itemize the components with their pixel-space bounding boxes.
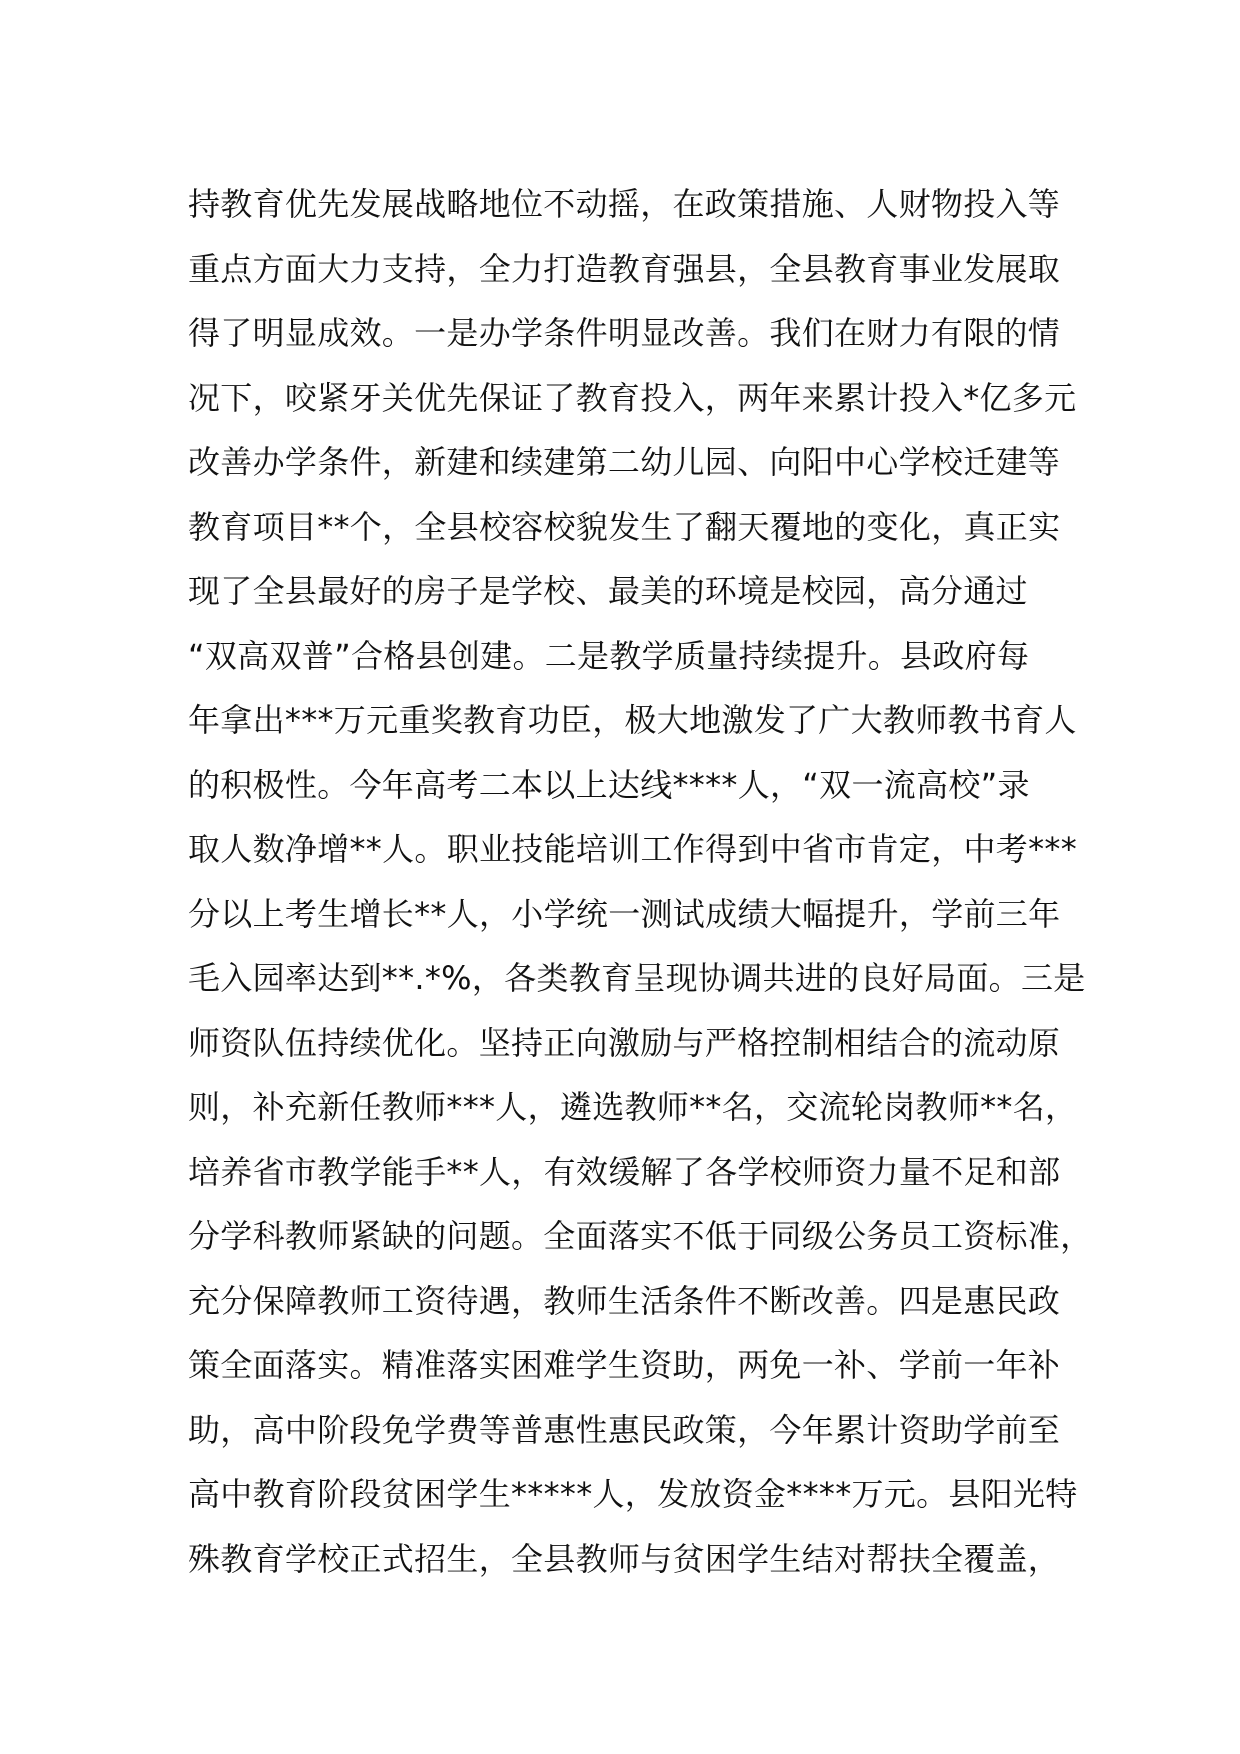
- text-line: “双高双普”合格县创建。二是教学质量持续提升。县政府每: [188, 636, 1030, 675]
- text-line: 高中教育阶段贫困学生*****人，发放资金****万元。县阳光特: [188, 1475, 1078, 1513]
- body-paragraph: [188, 172, 1093, 1591]
- text-line: 殊教育学校正式招生，全县教师与贫困学生结对帮扶全覆盖，: [188, 1539, 1061, 1578]
- text-line: 分以上考生增长**人，小学统一测试成绩大幅提升，学前三年: [188, 894, 1061, 933]
- text-line: 取人数净增**人。职业技能培训工作得到中省市肯定，中考***: [188, 830, 1078, 868]
- text-line: 改善办学条件，新建和续建第二幼儿园、向阳中心学校迁建等: [188, 443, 1061, 481]
- text-line: 得了明显成效。一是办学条件明显改善。我们在财力有限的情: [188, 314, 1061, 352]
- text-line: 现了全县最好的房子是学校、最美的环境是校园，高分通过: [188, 572, 1028, 610]
- text-line: 分学科教师紧缺的问题。全面落实不低于同级公务员工资标准，: [188, 1217, 1093, 1255]
- text-line: 充分保障教师工资待遇，教师生活条件不断改善。四是惠民政: [188, 1281, 1061, 1320]
- text-line: 培养省市教学能手**人，有效缓解了各学校师资力量不足和部: [188, 1152, 1061, 1191]
- text-line: 持教育优先发展战略地位不动摇，在政策措施、人财物投入等: [188, 185, 1061, 223]
- text-line: 重点方面大力支持，全力打造教育强县，全县教育事业发展取: [188, 249, 1061, 288]
- text-line: 毛入园率达到**.*%，各类教育呈现协调共进的良好局面。三是: [188, 959, 1086, 997]
- text-line: 助，高中阶段免学费等普惠性惠民政策，今年累计资助学前至: [188, 1410, 1061, 1449]
- text-line: 则，补充新任教师***人，遴选教师**名，交流轮岗教师**名，: [188, 1088, 1078, 1126]
- text-line: 的积极性。今年高考二本以上达线****人，“双一流高校”录: [188, 765, 1030, 804]
- text-line: 师资队伍持续优化。坚持正向激励与严格控制相结合的流动原: [188, 1023, 1061, 1062]
- text-line: 年拿出***万元重奖教育功臣，极大地激发了广大教师教书育人: [188, 701, 1077, 739]
- text-line: 教育项目**个，全县校容校貌发生了翻天覆地的变化，真正实: [188, 507, 1061, 546]
- text-line: 况下，咬紧牙关优先保证了教育投入，两年来累计投入*亿多元: [188, 378, 1077, 417]
- text-line: 策全面落实。精准落实困难学生资助，两免一补、学前一年补: [188, 1346, 1061, 1384]
